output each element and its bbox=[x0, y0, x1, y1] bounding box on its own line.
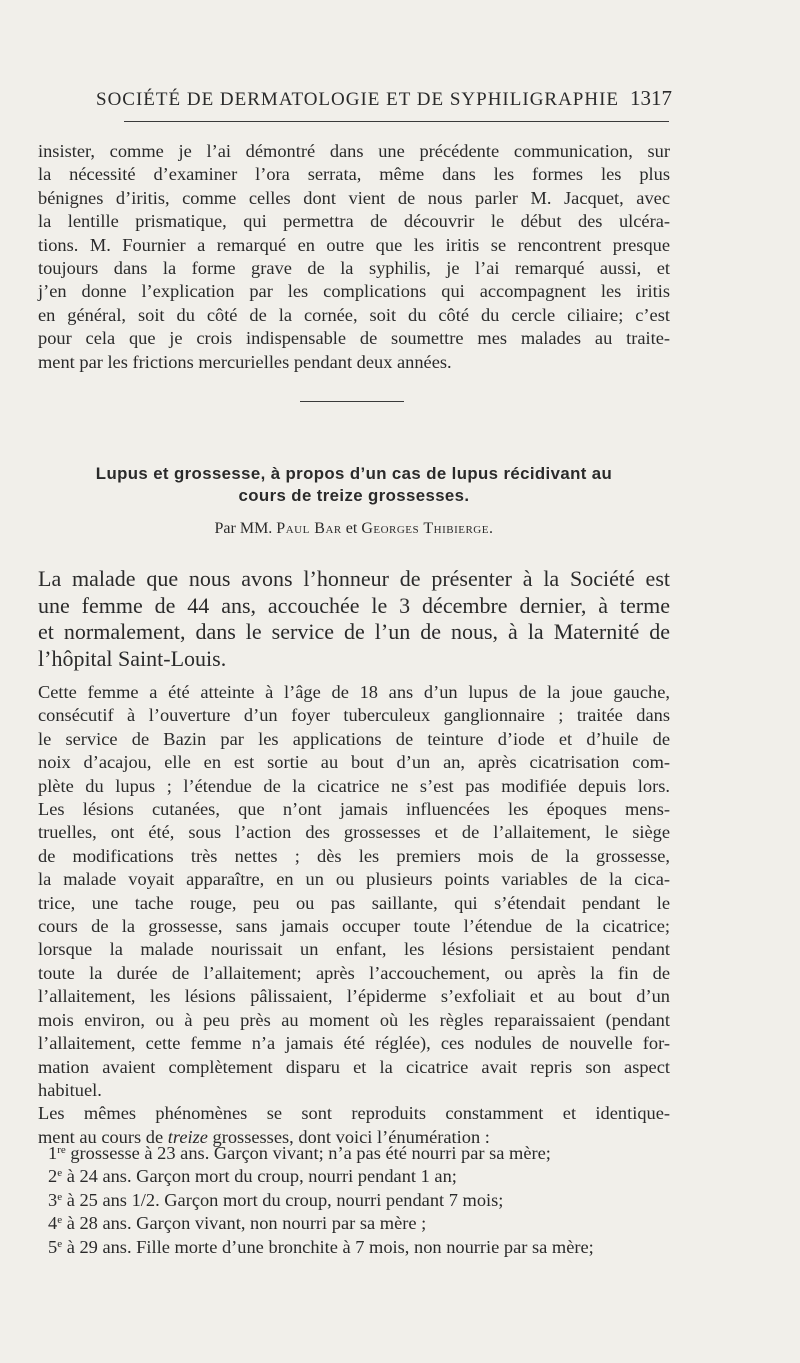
lead-paragraph bbox=[38, 566, 670, 672]
item-text: à 28 ans. Garçon vivant, non nourri par sa mère ; bbox=[66, 1213, 427, 1234]
section-separator bbox=[300, 401, 404, 402]
text-line: bénignes d’iritis, comme celles dont vient de nous parler M. Jacquet, avec bbox=[38, 187, 670, 208]
text-fragment: ment au cours de bbox=[38, 1126, 164, 1147]
text-line: habituel. bbox=[38, 1079, 102, 1100]
body-text bbox=[38, 681, 670, 1149]
lead-line: et normalement, dans le service de l’un de nous, à la Maternité de bbox=[38, 619, 670, 644]
text-line: toute la durée de l’allaitement; après l’accouchement, ou après la fin de bbox=[38, 962, 670, 983]
byline-conjunction: et bbox=[345, 520, 358, 537]
page-number: 1317 bbox=[630, 86, 672, 110]
item-text: grossesse à 23 ans. Garçon vivant; n’a pas été nourri par sa mère; bbox=[70, 1143, 551, 1163]
text-line: pour cela que je crois indispensable de soumettre mes malades au traite- bbox=[38, 328, 670, 349]
item-text: à 29 ans. Fille morte d’une bronchite à 7 mois, non nourrie par sa mère; bbox=[66, 1236, 594, 1257]
text-line: de modifications très nettes ; dès les premiers mois de la grossesse, bbox=[38, 845, 670, 866]
ordinal-suffix: e bbox=[57, 1214, 63, 1227]
author-name: Paul Bar bbox=[276, 520, 342, 537]
text-line: ment par les frictions mercurielles pendant deux années. bbox=[38, 351, 452, 372]
pregnancy-list bbox=[48, 1142, 670, 1259]
author-name: Georges Thibierge. bbox=[361, 520, 494, 537]
ordinal-suffix: e bbox=[57, 1167, 63, 1180]
text-line: mois environ, ou à peu près au moment où les règles reparaissaient (pendant bbox=[38, 1009, 670, 1030]
header-rule bbox=[124, 121, 669, 122]
previous-article-paragraph bbox=[38, 140, 670, 374]
ordinal-suffix: e bbox=[57, 1190, 63, 1203]
text-line: Les mêmes phénomènes se sont reproduits constamment et identique- bbox=[38, 1103, 670, 1124]
text-line: le service de Bazin par les applications de teinture d’iode et d’huile de bbox=[38, 728, 670, 749]
ordinal-suffix: e bbox=[57, 1237, 63, 1250]
text-line: la lentille prismatique, qui permettra de découvrir le début des ulcéra- bbox=[38, 211, 670, 232]
item-text: à 25 ans 1/2. Garçon mort du croup, nourri pendant 7 mois; bbox=[66, 1189, 504, 1210]
text-line: tions. M. Fournier a remarqué en outre que les iritis se rencontrent presque bbox=[38, 234, 670, 255]
lead-line: La malade que nous avons l’honneur de présenter à la Société est bbox=[38, 566, 670, 591]
text-line: consécutif à l’ouverture d’un foyer tuberculeux ganglionnaire ; traitée dans bbox=[38, 705, 670, 726]
text-line: la nécessité d’examiner l’ora serrata, même dans les formes les plus bbox=[38, 164, 670, 185]
text-fragment: grossesses, dont voici l’énumération : bbox=[212, 1126, 490, 1147]
item-text: à 24 ans. Garçon mort du croup, nourri pendant 1 an; bbox=[66, 1166, 457, 1187]
text-line: l’allaitement, cette femme n’a jamais été réglée), ces nodules de nouvelle for- bbox=[38, 1033, 670, 1054]
text-line: insister, comme je l’ai démontré dans une précédente communication, sur bbox=[38, 141, 670, 161]
running-head bbox=[96, 86, 672, 111]
list-item bbox=[48, 1212, 670, 1235]
text-line: cours de la grossesse, sans jamais occuper toute l’étendue de la cicatrice; bbox=[38, 916, 670, 937]
running-title: SOCIÉTÉ DE DERMATOLOGIE ET DE SYPHILIGRAPHIE bbox=[96, 89, 620, 110]
text-line: l’allaitement, les lésions pâlissaient, l’épiderme s’exfoliait et au bout d’un bbox=[38, 986, 670, 1007]
item-number: 1 bbox=[48, 1143, 58, 1163]
lead-line: une femme de 44 ans, accouchée le 3 décembre dernier, à terme bbox=[38, 592, 670, 618]
item-number: 3 bbox=[48, 1189, 58, 1210]
text-line: lorsque la malade nourissait un enfant, les lésions persistaient pendant bbox=[38, 939, 670, 960]
text-line: noix d’acajou, elle en est sortie au bout d’un an, après cicatrisation com- bbox=[38, 752, 670, 773]
item-number: 5 bbox=[48, 1236, 58, 1257]
list-item bbox=[48, 1236, 670, 1259]
list-item bbox=[48, 1189, 670, 1212]
article-title-line: Lupus et grossesse, à propos d’un cas de lupus récidivant au bbox=[95, 464, 613, 483]
text-line: j’en donne l’explication par les complications qui accompagnent les iritis bbox=[38, 281, 670, 302]
item-number: 4 bbox=[48, 1213, 58, 1234]
text-line: trice, une tache rouge, peu ou pas saillante, qui s’étendait pendant le bbox=[38, 892, 670, 913]
text-line: truelles, ont été, sous l’action des grossesses et de l’allaitement, le siège bbox=[38, 822, 670, 843]
text-line: en général, soit du côté de la cornée, soit du côté du cercle ciliaire; c’est bbox=[38, 304, 670, 325]
text-line: plète du lupus ; l’étendue de la cicatrice ne s’est pas modifiée depuis lors. bbox=[38, 775, 670, 796]
list-item bbox=[48, 1142, 670, 1165]
article-title bbox=[38, 463, 670, 507]
text-line: Les lésions cutanées, que n’ont jamais influencées les époques mens- bbox=[38, 799, 670, 820]
emphasis-word: treize bbox=[167, 1126, 208, 1147]
text-line: mation avaient complètement disparu et la cicatrice avait repris son aspect bbox=[38, 1056, 670, 1077]
byline bbox=[38, 520, 670, 538]
text-line: toujours dans la forme grave de la syphilis, je l’ai remarqué aussi, et bbox=[38, 258, 670, 279]
list-item bbox=[48, 1165, 670, 1188]
text-line: la malade voyait apparaître, en un ou plusieurs points variables de la cica- bbox=[38, 869, 670, 890]
article-title-line: cours de treize grossesses. bbox=[238, 486, 470, 505]
ordinal-suffix: re bbox=[57, 1144, 66, 1156]
text-line: Cette femme a été atteinte à l’âge de 18 ans d’un lupus de la joue gauche, bbox=[38, 682, 670, 702]
lead-line: l’hôpital Saint-Louis. bbox=[38, 645, 227, 671]
byline-prefix: Par MM. bbox=[214, 520, 273, 537]
item-number: 2 bbox=[48, 1166, 58, 1187]
